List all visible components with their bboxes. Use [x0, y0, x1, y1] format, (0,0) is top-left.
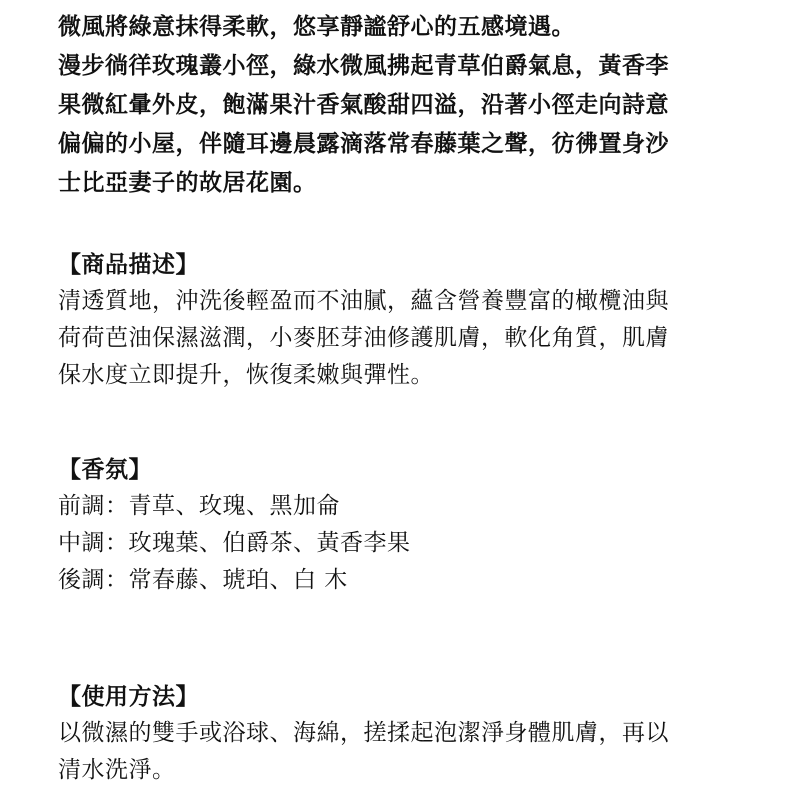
fragrance-heading: 【香氛】: [58, 457, 152, 483]
usage-line: 清水洗淨。: [58, 757, 176, 783]
middle-notes: 中調：玫瑰葉、伯爵茶、黃香李果: [58, 530, 411, 556]
description-line: 保水度立即提升，恢復柔嫩與彈性。: [58, 362, 434, 388]
usage-body: [58, 715, 760, 789]
description-heading: 【商品描述】: [58, 252, 199, 278]
description-section: [58, 247, 760, 394]
usage-section: [58, 679, 760, 789]
intro-line: 漫步徜徉玫瑰叢小徑，綠水微風拂起青草伯爵氣息，黃香李: [58, 53, 669, 79]
fragrance-section: [58, 452, 760, 599]
intro-line: 微風將綠意抹得柔軟，悠享靜謐舒心的五感境遇。: [58, 14, 575, 40]
top-notes: 前調：青草、玫瑰、黑加侖: [58, 493, 340, 519]
usage-heading: 【使用方法】: [58, 684, 199, 710]
description-line: 荷荷芭油保濕滋潤，小麥胚芽油修護肌膚，軟化角質，肌膚: [58, 325, 669, 351]
fragrance-body: [58, 488, 760, 599]
intro-line: 士比亞妻子的故居花園。: [58, 170, 317, 196]
usage-line: 以微濕的雙手或浴球、海綿，搓揉起泡潔淨身體肌膚，再以: [58, 720, 669, 746]
intro-paragraph: [58, 8, 760, 203]
description-body: [58, 283, 760, 394]
intro-line: 果微紅暈外皮，飽滿果汁香氣酸甜四溢，沿著小徑走向詩意: [58, 92, 669, 118]
intro-line: 偏偏的小屋，伴隨耳邊晨露滴落常春藤葉之聲，彷彿置身沙: [58, 131, 669, 157]
base-notes: 後調：常春藤、琥珀、白 木: [58, 567, 348, 593]
description-line: 清透質地，沖洗後輕盈而不油膩，蘊含營養豐富的橄欖油與: [58, 288, 669, 314]
